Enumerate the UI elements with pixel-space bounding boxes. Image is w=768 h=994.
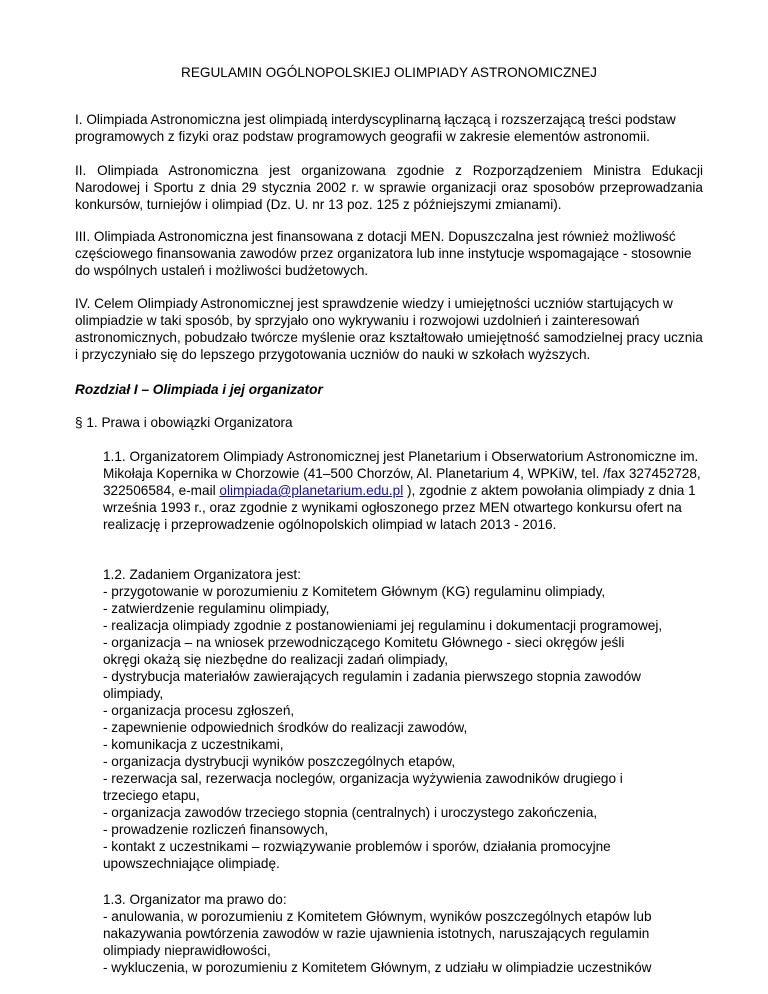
list-item: olimpiady, — [103, 686, 164, 701]
list-item: nakazywania powtórzenia zawodów w razie ujawnienia istotnych, naruszających regulamin — [103, 926, 650, 941]
list-item: - organizacja dystrybucji wyników poszczególnych etapów, — [103, 754, 456, 769]
list-item: - organizacja procesu zgłoszeń, — [103, 703, 295, 718]
section-heading: § 1. Prawa i obowiązki Organizatora — [75, 415, 293, 430]
paragraph-1-1-text-after: ), zgodnie z aktem powołania olimpiady z dnia 1 września 1993 r., oraz zgodnie z wynikami ogłoszonego przez MEN otwartego konkursu ofert na realizację i przeprowadzenie ogólnopolskich olimpiad w latach 2013 - 2016. — [103, 483, 696, 532]
intro-paragraph-1: I. Olimpiada Astronomiczna jest olimpiadą interdyscyplinarną łączącą i rozszerzającą treści podstaw programowych z fizyki oraz podstaw programowych geografii w zakresie elementów astronomii. — [75, 112, 676, 144]
paragraph-1-1-text-before: 1.1. Organizatorem Olimpiady Astronomicznej jest Planetarium i Obserwatorium Astronomiczne im. Mikołaja Kopernika w Chorzowie (41–500 Chorzów, Al. Planetarium 4, WPKiW, tel. /fax 327452728, 322506584, e-mail — [103, 449, 701, 498]
intro-paragraph-3: III. Olimpiada Astronomiczna jest finansowana z dotacji MEN. Dopuszczalna jest również możliwość częściowego finansowania zawodów przez organizatora lub inne instytucje wspomagające - stosownie do wspólnych ustaleń i możliwości budżetowych. — [75, 229, 692, 278]
intro-paragraph-2: II. Olimpiada Astronomiczna jest organizowana zgodnie z Rozporządzeniem Ministra Edukacji Narodowej i Sportu z dnia 29 stycznia 2002 r. w sprawie organizacji oraz sposobów przeprowadzania konkursów, turniejów i olimpiad (Dz. U. nr 13 poz. 125 z późniejszymi zmianami). — [75, 163, 703, 212]
email-link[interactable]: olimpiada@planetarium.edu.pl — [219, 483, 404, 498]
list-item: - organizacja – na wniosek przewodniczącego Komitetu Głównego - sieci okręgów jeśli — [103, 635, 625, 650]
list-item: - organizacja zawodów trzeciego stopnia (centralnych) i uroczystego zakończenia, — [103, 805, 598, 820]
list-item: olimpiady nieprawidłowości, — [103, 943, 271, 958]
chapter-heading: Rozdział I – Olimpiada i jej organizator — [75, 382, 323, 397]
list-item: - anulowania, w porozumieniu z Komitetem Głównym, wyników poszczególnych etapów lub — [103, 909, 652, 924]
paragraph-1-2 — [103, 566, 703, 872]
list-item: 1.3. Organizator ma prawo do: — [103, 892, 287, 907]
list-item: - dystrybucja materiałów zawierających regulamin i zadania pierwszego stopnia zawodów — [103, 669, 641, 684]
paragraph-1-1 — [103, 448, 703, 533]
list-item: upowszechniające olimpiadę. — [103, 856, 280, 871]
list-item: - komunikacja z uczestnikami, — [103, 737, 284, 752]
list-item: - przygotowanie w porozumieniu z Komitetem Głównym (KG) regulaminu olimpiady, — [103, 584, 606, 599]
paragraph-1-3 — [103, 891, 703, 976]
document-title: REGULAMIN OGÓLNOPOLSKIEJ OLIMPIADY ASTRONOMICZNEJ — [181, 65, 597, 80]
list-item: - prowadzenie rozliczeń finansowych, — [103, 822, 329, 837]
list-item: - zapewnienie odpowiednich środków do realizacji zawodów, — [103, 720, 468, 735]
list-item: - kontakt z uczestnikami – rozwiązywanie problemów i sporów, działania promocyjne — [103, 839, 611, 854]
list-item: okręgi okażą się niezbędne do realizacji zadań olimpiady, — [103, 652, 449, 667]
list-item: - wykluczenia, w porozumieniu z Komitetem Głównym, z udziału w olimpiadzie uczestników — [103, 960, 652, 975]
list-item: 1.2. Zadaniem Organizatora jest: — [103, 567, 301, 582]
list-item: - realizacja olimpiady zgodnie z postanowieniami jej regulaminu i dokumentacji programowej, — [103, 618, 663, 633]
list-item: trzeciego etapu, — [103, 788, 200, 803]
list-item: - zatwierdzenie regulaminu olimpiady, — [103, 601, 330, 616]
list-item: - rezerwacja sal, rezerwacja noclegów, organizacja wyżywienia zawodników drugiego i — [103, 771, 623, 786]
intro-paragraph-4: IV. Celem Olimpiady Astronomicznej jest sprawdzenie wiedzy i umiejętności uczniów startujących w olimpiadzie w taki sposób, by sprzyjało ono wykrywaniu i rozwojowi uzdolnień i zainteresowań astronomicznych, pobudzało twórcze myślenie oraz kształtowało umiejętność samodzielnej pracy ucznia i przyczyniało się do lepszego przygotowania uczniów do nauki w szkołach wyższych. — [75, 296, 703, 362]
